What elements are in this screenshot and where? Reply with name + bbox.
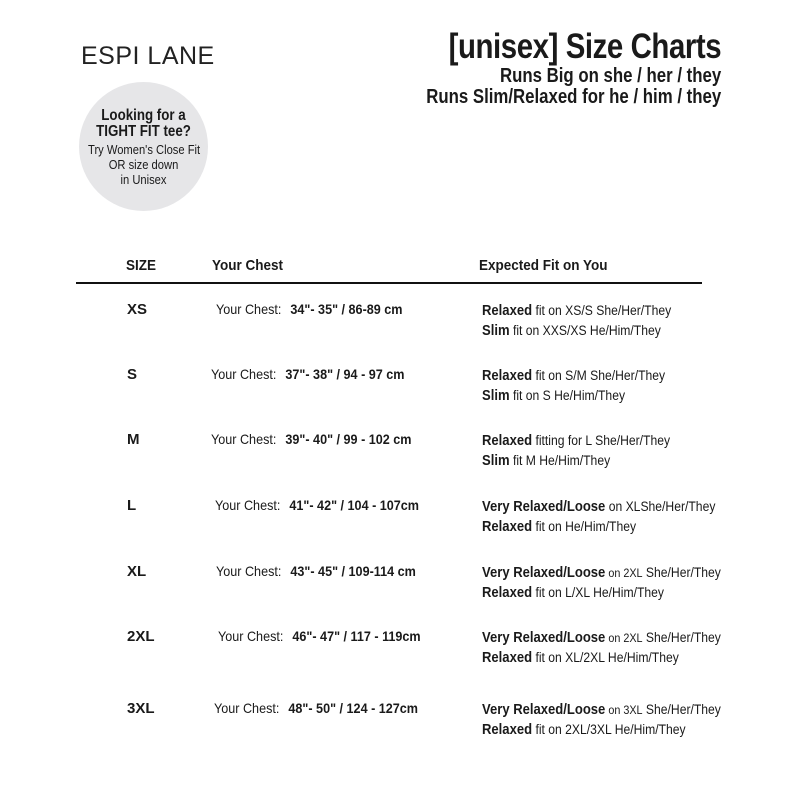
size-label: 3XL: [127, 700, 155, 717]
size-label: 2XL: [127, 628, 155, 645]
chest-measure: Your Chest: 48"- 50" / 124 - 127cm: [214, 700, 419, 716]
chest-measure: Your Chest: 37"- 38" / 94 - 97 cm: [211, 366, 405, 382]
expected-fit: Very Relaxed/Loose on 2XL She/Her/They Relaxed fit on XL/2XL He/Him/They: [482, 630, 721, 666]
subtitle-he: Runs Slim/Relaxed for he / him / they: [425, 86, 721, 108]
chest-measure: Your Chest: 46"- 47" / 117 - 119cm: [218, 628, 421, 644]
expected-fit: Relaxed fitting for L She/Her/They Slim fit M He/Him/They: [482, 433, 671, 469]
chest-measure: Your Chest: 34"- 35" / 86-89 cm: [216, 301, 403, 317]
tight-fit-bubble: [79, 82, 208, 211]
size-label: M: [127, 431, 140, 448]
chest-measure: Your Chest: 43"- 45" / 109-114 cm: [216, 563, 416, 579]
subtitle-she: Runs Big on she / her / they: [499, 65, 721, 87]
size-row-2xl: [0, 628, 794, 668]
size-label: XS: [127, 301, 148, 318]
expected-fit: Relaxed fit on S/M She/Her/They Slim fit on S He/Him/They: [482, 368, 666, 404]
page-title: [unisex] Size Charts: [448, 27, 721, 66]
bubble-heading-2: TIGHT FIT tee?: [96, 123, 191, 140]
size-label: S: [127, 366, 138, 383]
size-row-3xl: [0, 700, 794, 740]
expected-fit: Very Relaxed/Loose on XLShe/Her/They Relaxed fit on He/Him/They: [482, 499, 716, 535]
title-block: [370, 28, 721, 108]
expected-fit: Very Relaxed/Loose on 2XL She/Her/They Relaxed fit on L/XL He/Him/They: [482, 565, 721, 601]
bubble-body-3: in Unisex: [120, 172, 167, 187]
expected-fit: Very Relaxed/Loose on 3XL She/Her/They Relaxed fit on 2XL/3XL He/Him/They: [482, 702, 721, 738]
bubble-heading-1: Looking for a: [101, 107, 186, 124]
brand-name: ESPI LANE: [81, 42, 215, 70]
size-row-l: [0, 497, 794, 537]
chest-measure: Your Chest: 41"- 42" / 104 - 107cm: [215, 497, 420, 513]
header-size: SIZE: [126, 257, 157, 274]
bubble-body-1: Try Women's Close Fit: [88, 142, 201, 157]
size-row-m: [0, 431, 794, 471]
size-label: XL: [127, 563, 147, 580]
chest-measure: Your Chest: 39"- 40" / 99 - 102 cm: [211, 431, 412, 447]
size-label: L: [127, 497, 137, 514]
bubble-body-2: OR size down: [108, 157, 179, 172]
size-row-s: [0, 366, 794, 406]
size-row-xs: [0, 301, 794, 341]
header-rule: [76, 282, 702, 284]
size-row-xl: [0, 563, 794, 603]
header-fit: Expected Fit on You: [479, 257, 608, 274]
expected-fit: Relaxed fit on XS/S She/Her/They Slim fit on XXS/XS He/Him/They: [482, 303, 672, 339]
header-chest: Your Chest: [212, 257, 284, 274]
